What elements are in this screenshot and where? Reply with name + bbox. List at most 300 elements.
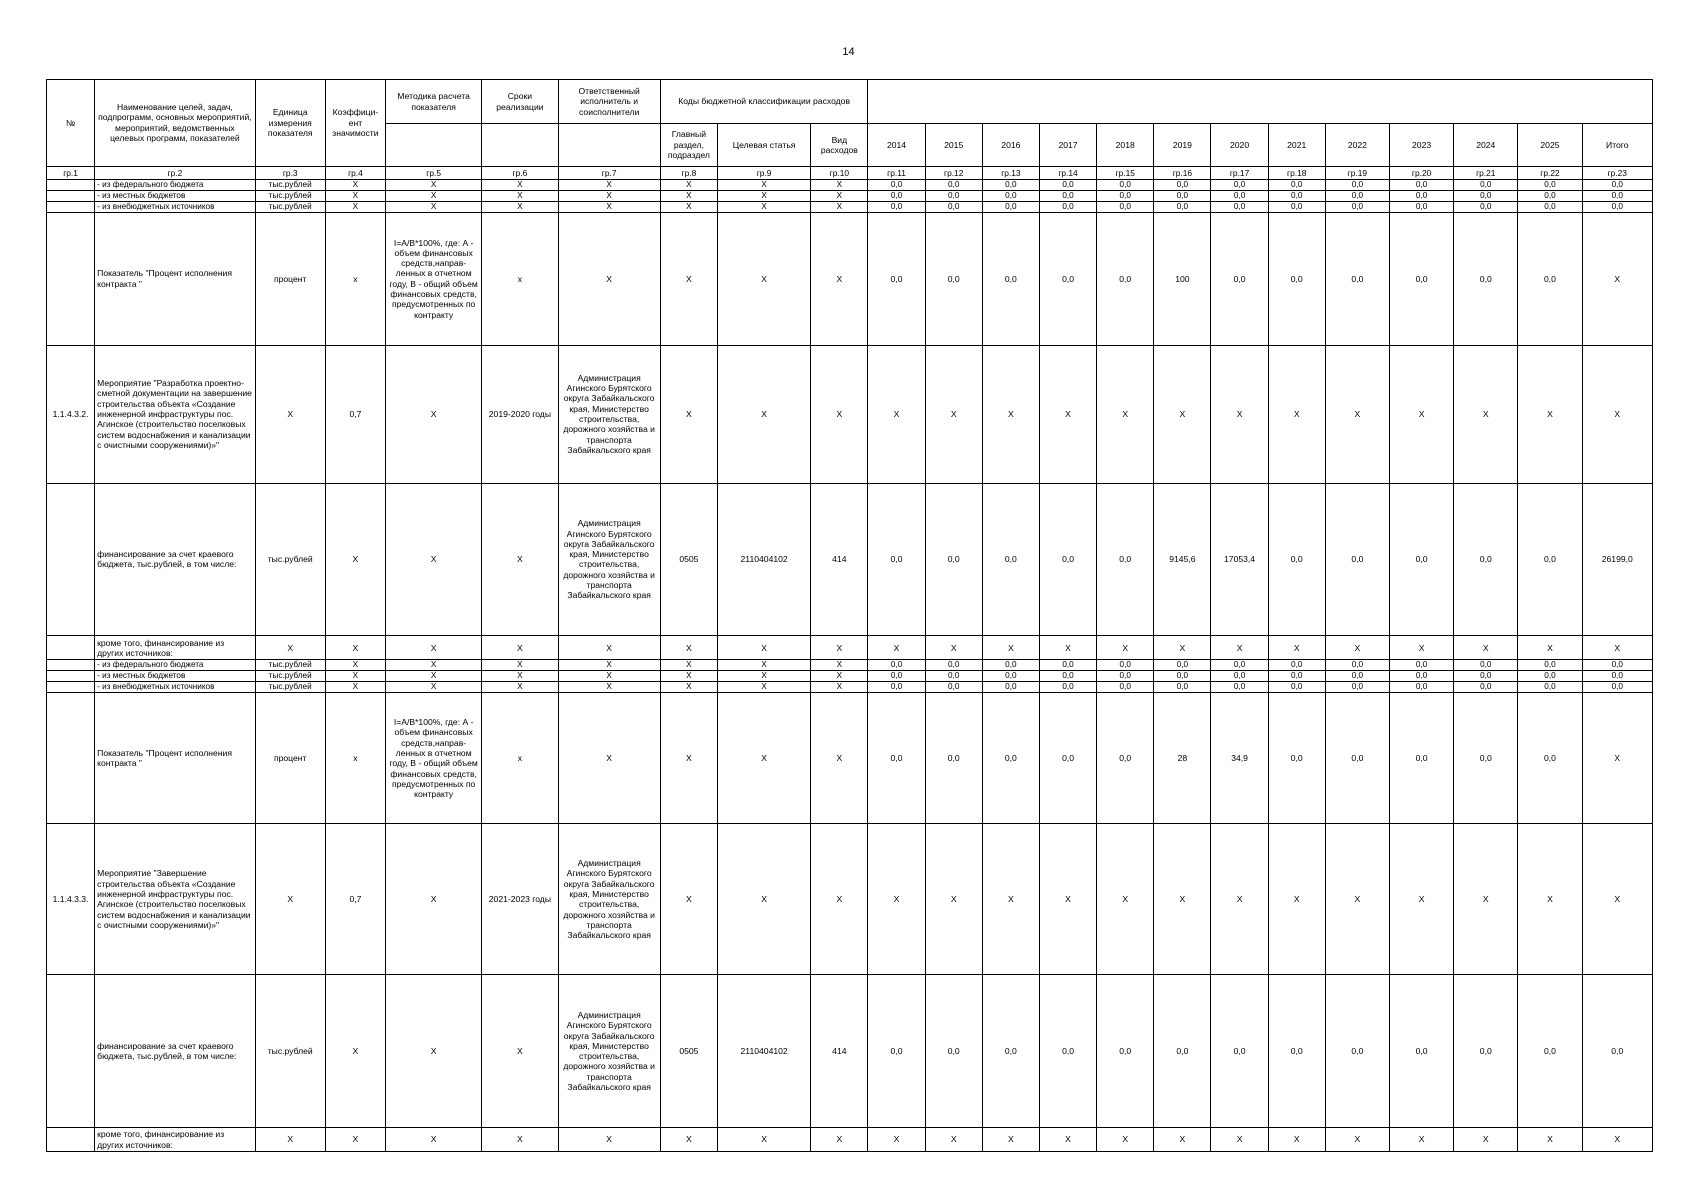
row-coef: Х xyxy=(325,190,385,201)
row-name: финансирование за счет краевого бюджета, тыс.рублей, в том числе: xyxy=(95,483,255,636)
row-year-value: 0,0 xyxy=(1518,693,1582,824)
row-responsible: Администрация Агинского Бурятского округа Забайкальского края, Министерство строительства, дорожного хозяйства и транспорта Забайкальского края xyxy=(558,824,660,975)
row-terms: Х xyxy=(482,975,558,1128)
row-unit: Х xyxy=(255,1128,325,1152)
row-year-value: 0,0 xyxy=(1211,682,1268,693)
row-year-value: Х xyxy=(1211,345,1268,483)
row-year-value: Х xyxy=(1268,345,1325,483)
row-name: Показатель "Процент исполнения контракта " xyxy=(95,212,255,345)
row-method: Х xyxy=(386,190,482,201)
row-responsible: Х xyxy=(558,179,660,190)
row-year-value: 0,0 xyxy=(1211,201,1268,212)
row-year-value: 0,0 xyxy=(868,660,925,671)
row-code-type: Х xyxy=(811,190,868,201)
column-number: гр.21 xyxy=(1454,166,1518,179)
row-year-value: 0,0 xyxy=(1390,201,1454,212)
row-coef: 0,7 xyxy=(325,824,385,975)
row-year-value: 0,0 xyxy=(1097,975,1154,1128)
table-row xyxy=(47,975,1653,1128)
row-code-section: Х xyxy=(660,693,717,824)
row-year-value: 0,0 xyxy=(1390,483,1454,636)
row-year-value: Х xyxy=(1097,636,1154,660)
row-year-value: 0,0 xyxy=(1518,682,1582,693)
row-year-value: 0,0 xyxy=(1518,212,1582,345)
row-code-type: Х xyxy=(811,201,868,212)
row-year-value: 0,0 xyxy=(1325,693,1389,824)
column-number: гр.5 xyxy=(386,166,482,179)
row-code-type: Х xyxy=(811,212,868,345)
column-number: гр.20 xyxy=(1390,166,1454,179)
row-year-value: Х xyxy=(868,345,925,483)
header-coef: Коэффици-ент значимости xyxy=(325,80,385,167)
row-code-section: Х xyxy=(660,179,717,190)
row-year-value: Х xyxy=(1097,1128,1154,1152)
row-year-value: 0,0 xyxy=(1039,190,1096,201)
header-total: Итого xyxy=(1582,124,1652,166)
row-name: Показатель "Процент исполнения контракта " xyxy=(95,693,255,824)
row-year-value: 9145,6 xyxy=(1154,483,1211,636)
row-code-article: Х xyxy=(717,682,810,693)
row-year-value: Х xyxy=(1154,636,1211,660)
row-year-value: 0,0 xyxy=(925,483,982,636)
header-year: 2014 xyxy=(868,124,925,166)
row-unit: Х xyxy=(255,824,325,975)
row-year-value: 0,0 xyxy=(1154,671,1211,682)
row-year-value: 0,0 xyxy=(1518,483,1582,636)
row-method: Х xyxy=(386,636,482,660)
row-unit: Х xyxy=(255,345,325,483)
table-row xyxy=(47,824,1653,975)
row-unit: Х xyxy=(255,636,325,660)
row-year-value: 0,0 xyxy=(1039,201,1096,212)
row-code-article: Х xyxy=(717,345,810,483)
row-total: 0,0 xyxy=(1582,975,1652,1128)
row-coef: Х xyxy=(325,682,385,693)
row-terms: Х xyxy=(482,671,558,682)
header-terms: Сроки реализации xyxy=(482,80,558,124)
row-responsible: Х xyxy=(558,693,660,824)
column-number: гр.4 xyxy=(325,166,385,179)
column-number: гр.18 xyxy=(1268,166,1325,179)
row-year-value: 0,0 xyxy=(1518,975,1582,1128)
header-name: Наименование целей, задач, подпрограмм, основных мероприятий, мероприятий, ведомственных целевых программ, показателей xyxy=(95,80,255,167)
row-year-value: 0,0 xyxy=(1154,190,1211,201)
row-year-value: 0,0 xyxy=(1211,660,1268,671)
header-year: 2015 xyxy=(925,124,982,166)
header-year: 2020 xyxy=(1211,124,1268,166)
row-year-value: 0,0 xyxy=(1454,179,1518,190)
row-method: I=A/B*100%, где: А - объем финансовых средств,направ-ленных в отчетном году, В - общий объем финансовых средств, предусмотренных по контракту xyxy=(386,212,482,345)
row-responsible: Х xyxy=(558,1128,660,1152)
row-year-value: 0,0 xyxy=(1325,671,1389,682)
row-code-article: Х xyxy=(717,636,810,660)
row-year-value: 0,0 xyxy=(925,179,982,190)
row-year-value: 0,0 xyxy=(1154,682,1211,693)
column-number: гр.22 xyxy=(1518,166,1582,179)
row-year-value: 0,0 xyxy=(925,212,982,345)
column-number: гр.3 xyxy=(255,166,325,179)
row-year-value: 0,0 xyxy=(1518,201,1582,212)
row-year-value: 0,0 xyxy=(1039,212,1096,345)
row-year-value: 0,0 xyxy=(868,975,925,1128)
row-number xyxy=(47,693,95,824)
row-number: 1.1.4.3.3. xyxy=(47,824,95,975)
row-terms: Х xyxy=(482,1128,558,1152)
row-year-value: 0,0 xyxy=(1268,212,1325,345)
row-name: - из местных бюджетов xyxy=(95,671,255,682)
column-number-row xyxy=(47,166,1653,179)
row-year-value: 0,0 xyxy=(1211,179,1268,190)
column-number: гр.10 xyxy=(811,166,868,179)
row-responsible: Х xyxy=(558,636,660,660)
row-year-value: 0,0 xyxy=(1454,190,1518,201)
row-year-value: Х xyxy=(1154,824,1211,975)
row-code-article: Х xyxy=(717,671,810,682)
row-unit: тыс.рублей xyxy=(255,201,325,212)
row-year-value: 0,0 xyxy=(1039,483,1096,636)
row-year-value: Х xyxy=(1039,824,1096,975)
row-year-value: 0,0 xyxy=(1518,660,1582,671)
row-number: 1.1.4.3.2. xyxy=(47,345,95,483)
row-year-value: 0,0 xyxy=(1390,682,1454,693)
row-year-value: Х xyxy=(1454,345,1518,483)
header-code-section: Главный раздел, подраздел xyxy=(660,124,717,166)
row-total: Х xyxy=(1582,1128,1652,1152)
header-year: 2023 xyxy=(1390,124,1454,166)
row-coef: 0,7 xyxy=(325,345,385,483)
header-code-type: Вид расходов xyxy=(811,124,868,166)
row-year-value: 0,0 xyxy=(1154,179,1211,190)
row-year-value: 0,0 xyxy=(1097,179,1154,190)
row-year-value: Х xyxy=(925,824,982,975)
row-method: Х xyxy=(386,671,482,682)
row-method: Х xyxy=(386,824,482,975)
row-year-value: 0,0 xyxy=(1454,212,1518,345)
row-code-section: Х xyxy=(660,1128,717,1152)
row-code-section: Х xyxy=(660,660,717,671)
table-row xyxy=(47,1128,1653,1152)
row-method: Х xyxy=(386,682,482,693)
row-year-value: Х xyxy=(982,636,1039,660)
row-year-value: 0,0 xyxy=(982,179,1039,190)
row-method: Х xyxy=(386,201,482,212)
row-number xyxy=(47,636,95,660)
column-number: гр.12 xyxy=(925,166,982,179)
header-method-empty xyxy=(386,124,482,166)
row-coef: Х xyxy=(325,201,385,212)
row-code-article: Х xyxy=(717,693,810,824)
row-year-value: Х xyxy=(982,345,1039,483)
row-year-value: 100 xyxy=(1154,212,1211,345)
row-code-section: Х xyxy=(660,636,717,660)
table-row xyxy=(47,682,1653,693)
row-year-value: 28 xyxy=(1154,693,1211,824)
row-responsible: Администрация Агинского Бурятского округа Забайкальского края, Министерство строительства, дорожного хозяйства и транспорта Забайкальского края xyxy=(558,975,660,1128)
row-year-value: Х xyxy=(925,1128,982,1152)
row-responsible: Х xyxy=(558,212,660,345)
row-year-value: Х xyxy=(1211,1128,1268,1152)
row-code-article: Х xyxy=(717,190,810,201)
row-responsible: Администрация Агинского Бурятского округа Забайкальского края, Министерство строительства, дорожного хозяйства и транспорта Забайкальского края xyxy=(558,483,660,636)
row-name: - из федерального бюджета xyxy=(95,179,255,190)
row-name: кроме того, финансирование из других источников: xyxy=(95,636,255,660)
row-total: Х xyxy=(1582,345,1652,483)
row-unit: тыс.рублей xyxy=(255,190,325,201)
row-responsible: Х xyxy=(558,682,660,693)
row-unit: тыс.рублей xyxy=(255,483,325,636)
row-year-value: 0,0 xyxy=(1325,179,1389,190)
row-year-value: 0,0 xyxy=(1390,975,1454,1128)
row-code-type: 414 xyxy=(811,483,868,636)
row-total: Х xyxy=(1582,212,1652,345)
row-method: Х xyxy=(386,660,482,671)
row-total: 26199,0 xyxy=(1582,483,1652,636)
header-codes: Коды бюджетной классификации расходов xyxy=(660,80,868,124)
header-method: Методика расчета показателя xyxy=(386,80,482,124)
row-year-value: 0,0 xyxy=(1097,201,1154,212)
header-years-top xyxy=(868,80,1653,124)
row-year-value: 0,0 xyxy=(868,201,925,212)
row-year-value: 0,0 xyxy=(1454,671,1518,682)
row-year-value: 0,0 xyxy=(1518,190,1582,201)
row-year-value: 0,0 xyxy=(1390,179,1454,190)
row-number xyxy=(47,671,95,682)
row-year-value: 0,0 xyxy=(925,671,982,682)
row-number xyxy=(47,975,95,1128)
row-year-value: Х xyxy=(1211,636,1268,660)
row-year-value: Х xyxy=(1518,824,1582,975)
row-code-type: Х xyxy=(811,636,868,660)
row-year-value: 0,0 xyxy=(1390,660,1454,671)
row-responsible: Х xyxy=(558,660,660,671)
column-number: гр.23 xyxy=(1582,166,1652,179)
row-code-section: Х xyxy=(660,201,717,212)
row-code-type: Х xyxy=(811,671,868,682)
row-year-value: 0,0 xyxy=(1268,975,1325,1128)
row-year-value: Х xyxy=(982,824,1039,975)
row-year-value: 0,0 xyxy=(868,212,925,345)
row-year-value: 0,0 xyxy=(868,179,925,190)
row-name: кроме того, финансирование из других источников: xyxy=(95,1128,255,1152)
row-year-value: 0,0 xyxy=(1039,975,1096,1128)
header-terms-empty xyxy=(482,124,558,166)
row-total: 0,0 xyxy=(1582,671,1652,682)
row-year-value: 0,0 xyxy=(1211,975,1268,1128)
row-year-value: 0,0 xyxy=(982,682,1039,693)
header-year: 2017 xyxy=(1039,124,1096,166)
row-year-value: Х xyxy=(1039,1128,1096,1152)
page-number: 14 xyxy=(842,46,855,58)
row-year-value: 0,0 xyxy=(1039,179,1096,190)
row-year-value: 0,0 xyxy=(1518,179,1582,190)
row-year-value: Х xyxy=(1454,1128,1518,1152)
row-year-value: 0,0 xyxy=(1325,975,1389,1128)
row-year-value: Х xyxy=(1268,1128,1325,1152)
row-number xyxy=(47,201,95,212)
row-year-value: Х xyxy=(1325,345,1389,483)
row-code-article: Х xyxy=(717,179,810,190)
table-row xyxy=(47,179,1653,190)
row-year-value: 0,0 xyxy=(1268,179,1325,190)
row-total: 0,0 xyxy=(1582,201,1652,212)
row-code-section: Х xyxy=(660,345,717,483)
row-terms: х xyxy=(482,693,558,824)
row-method: I=A/B*100%, где: А - объем финансовых средств,направ-ленных в отчетном году, В - общий объем финансовых средств, предусмотренных по контракту xyxy=(386,693,482,824)
row-coef: Х xyxy=(325,179,385,190)
row-unit: процент xyxy=(255,693,325,824)
row-coef: х xyxy=(325,693,385,824)
row-name: - из местных бюджетов xyxy=(95,190,255,201)
header-row-1 xyxy=(47,80,1653,124)
row-code-section: 0505 xyxy=(660,975,717,1128)
row-year-value: 0,0 xyxy=(1390,212,1454,345)
row-year-value: Х xyxy=(1390,636,1454,660)
column-number: гр.2 xyxy=(95,166,255,179)
row-year-value: 0,0 xyxy=(1268,682,1325,693)
row-year-value: 0,0 xyxy=(1268,671,1325,682)
row-year-value: 0,0 xyxy=(1268,190,1325,201)
row-code-type: Х xyxy=(811,824,868,975)
row-year-value: Х xyxy=(1268,636,1325,660)
column-number: гр.13 xyxy=(982,166,1039,179)
row-terms: Х xyxy=(482,660,558,671)
row-year-value: 0,0 xyxy=(868,190,925,201)
row-year-value: 0,0 xyxy=(1325,201,1389,212)
row-code-type: Х xyxy=(811,1128,868,1152)
row-year-value: Х xyxy=(1325,1128,1389,1152)
row-year-value: Х xyxy=(1390,824,1454,975)
row-year-value: Х xyxy=(1518,636,1582,660)
header-code-article: Целевая статья xyxy=(717,124,810,166)
row-year-value: 0,0 xyxy=(925,693,982,824)
row-terms: Х xyxy=(482,682,558,693)
row-year-value: 0,0 xyxy=(1097,671,1154,682)
column-number: гр.19 xyxy=(1325,166,1389,179)
row-terms: Х xyxy=(482,179,558,190)
column-number: гр.6 xyxy=(482,166,558,179)
row-unit: тыс.рублей xyxy=(255,975,325,1128)
row-total: Х xyxy=(1582,693,1652,824)
header-unit: Единица измерения показателя xyxy=(255,80,325,167)
row-year-value: Х xyxy=(1039,636,1096,660)
row-code-article: Х xyxy=(717,824,810,975)
row-year-value: 0,0 xyxy=(1097,693,1154,824)
header-year: 2024 xyxy=(1454,124,1518,166)
row-total: Х xyxy=(1582,636,1652,660)
row-year-value: 0,0 xyxy=(1097,660,1154,671)
row-year-value: 34,9 xyxy=(1211,693,1268,824)
row-year-value: 0,0 xyxy=(1390,693,1454,824)
row-year-value: 0,0 xyxy=(925,682,982,693)
row-year-value: 0,0 xyxy=(925,190,982,201)
row-year-value: Х xyxy=(982,1128,1039,1152)
row-year-value: Х xyxy=(1154,345,1211,483)
row-year-value: 0,0 xyxy=(1097,682,1154,693)
row-method: Х xyxy=(386,1128,482,1152)
row-unit: тыс.рублей xyxy=(255,179,325,190)
column-number: гр.17 xyxy=(1211,166,1268,179)
row-year-value: 0,0 xyxy=(1325,190,1389,201)
table-row xyxy=(47,201,1653,212)
row-responsible: Х xyxy=(558,671,660,682)
row-year-value: Х xyxy=(1518,345,1582,483)
row-year-value: 0,0 xyxy=(982,671,1039,682)
row-terms: х xyxy=(482,212,558,345)
row-year-value: 0,0 xyxy=(1268,693,1325,824)
row-year-value: Х xyxy=(925,345,982,483)
row-code-section: Х xyxy=(660,682,717,693)
row-year-value: 0,0 xyxy=(1268,483,1325,636)
row-year-value: Х xyxy=(868,1128,925,1152)
row-year-value: 0,0 xyxy=(868,682,925,693)
row-year-value: 0,0 xyxy=(1390,671,1454,682)
header-year: 2018 xyxy=(1097,124,1154,166)
row-year-value: 17053,4 xyxy=(1211,483,1268,636)
row-year-value: 0,0 xyxy=(868,693,925,824)
row-unit: тыс.рублей xyxy=(255,682,325,693)
row-year-value: 0,0 xyxy=(1268,201,1325,212)
row-year-value: 0,0 xyxy=(1390,190,1454,201)
row-year-value: 0,0 xyxy=(1097,483,1154,636)
row-year-value: 0,0 xyxy=(1154,660,1211,671)
row-total: 0,0 xyxy=(1582,682,1652,693)
row-name: - из федерального бюджета xyxy=(95,660,255,671)
row-year-value: Х xyxy=(1454,636,1518,660)
row-code-section: Х xyxy=(660,212,717,345)
row-code-type: Х xyxy=(811,682,868,693)
row-coef: Х xyxy=(325,975,385,1128)
row-terms: Х xyxy=(482,190,558,201)
row-code-section: Х xyxy=(660,190,717,201)
row-year-value: 0,0 xyxy=(1268,660,1325,671)
row-year-value: Х xyxy=(1097,345,1154,483)
row-year-value: Х xyxy=(1039,345,1096,483)
row-year-value: 0,0 xyxy=(1454,975,1518,1128)
row-year-value: Х xyxy=(1211,824,1268,975)
row-code-section: 0505 xyxy=(660,483,717,636)
row-year-value: 0,0 xyxy=(1325,682,1389,693)
row-code-article: Х xyxy=(717,212,810,345)
row-year-value: 0,0 xyxy=(982,201,1039,212)
row-year-value: Х xyxy=(868,636,925,660)
row-year-value: 0,0 xyxy=(1325,212,1389,345)
row-terms: Х xyxy=(482,483,558,636)
row-year-value: 0,0 xyxy=(1039,682,1096,693)
column-number: гр.14 xyxy=(1039,166,1096,179)
row-method: Х xyxy=(386,345,482,483)
table-row xyxy=(47,660,1653,671)
row-year-value: 0,0 xyxy=(982,660,1039,671)
header-year: 2016 xyxy=(982,124,1039,166)
row-coef: Х xyxy=(325,1128,385,1152)
row-year-value: 0,0 xyxy=(982,190,1039,201)
row-year-value: Х xyxy=(925,636,982,660)
row-year-value: Х xyxy=(1325,824,1389,975)
column-number: гр.7 xyxy=(558,166,660,179)
column-number: гр.1 xyxy=(47,166,95,179)
row-code-type: Х xyxy=(811,179,868,190)
row-total: 0,0 xyxy=(1582,660,1652,671)
row-code-type: Х xyxy=(811,693,868,824)
table-row xyxy=(47,671,1653,682)
row-code-article: Х xyxy=(717,660,810,671)
row-method: Х xyxy=(386,483,482,636)
row-number xyxy=(47,190,95,201)
row-year-value: 0,0 xyxy=(925,660,982,671)
row-code-type: Х xyxy=(811,660,868,671)
row-year-value: 0,0 xyxy=(1039,660,1096,671)
row-method: Х xyxy=(386,179,482,190)
